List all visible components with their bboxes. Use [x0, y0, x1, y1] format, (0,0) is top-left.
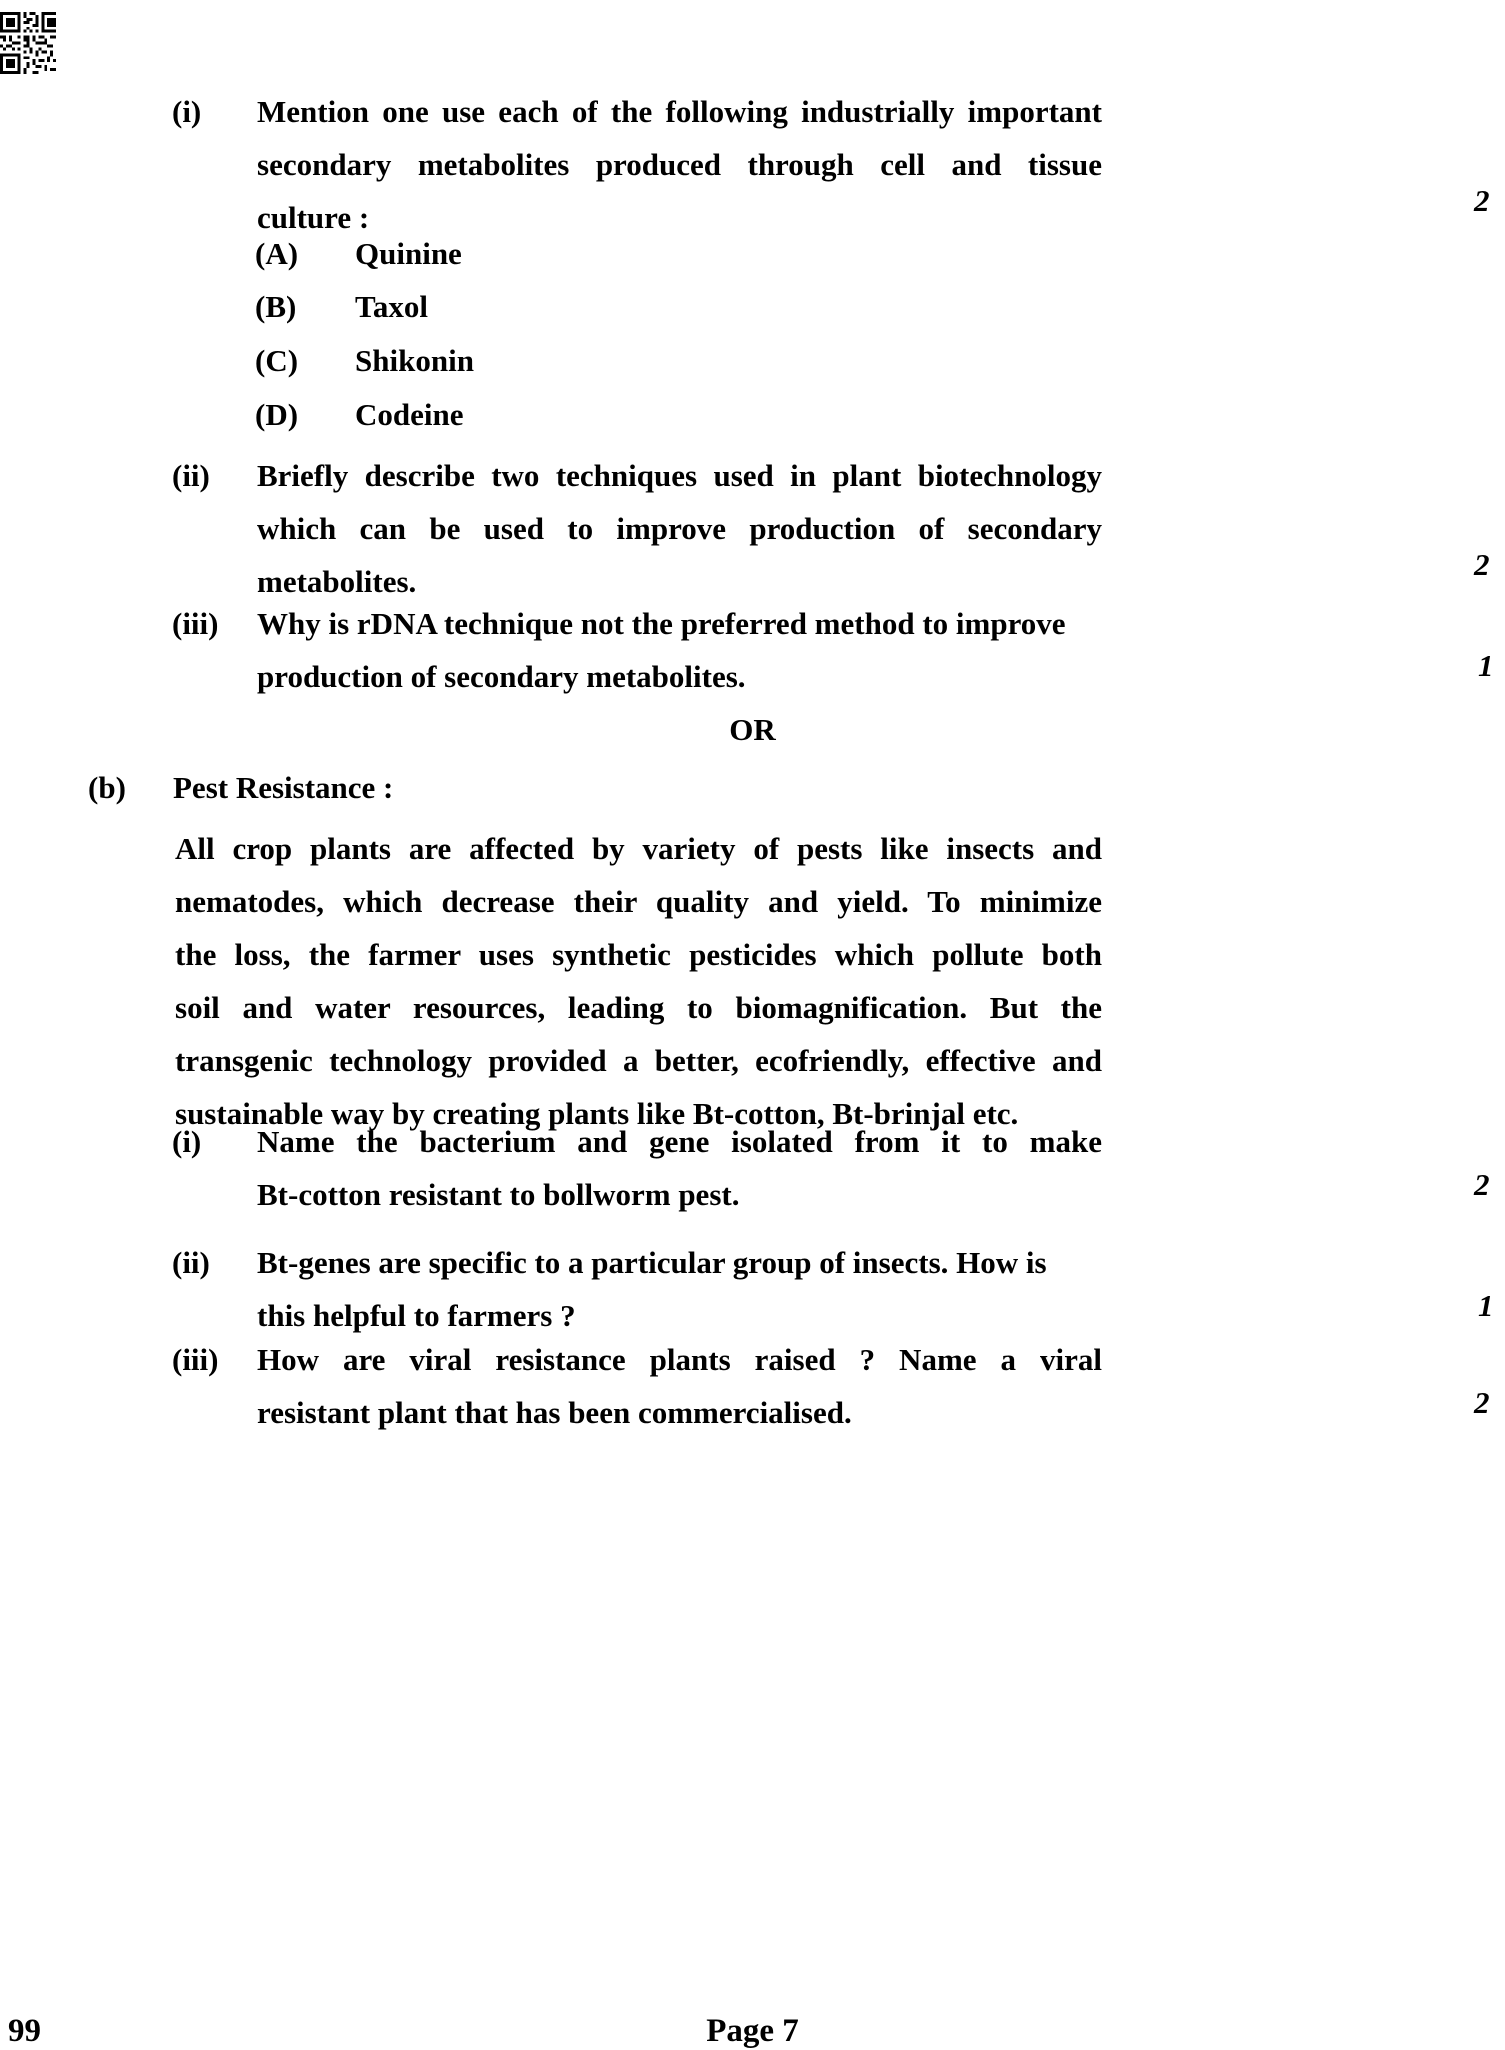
marks-value: 2 — [1474, 1167, 1490, 1202]
option-row-a — [255, 227, 755, 280]
footer-page-label: Page 7 — [706, 2013, 799, 2049]
item-marker: (i) — [172, 1124, 202, 1159]
text-line: Mention one use each of the following industrially important — [257, 94, 1102, 129]
item-marker: (ii) — [172, 458, 210, 493]
text-line: Briefly describe two techniques used in plant biotechnology — [257, 458, 1102, 493]
text-line: production of secondary metabolites. — [257, 659, 746, 694]
footer-paper-code: 99 — [8, 2013, 41, 2049]
option-text: Quinine — [355, 236, 462, 271]
option-label: (C) — [255, 343, 299, 378]
or-separator: OR — [729, 712, 776, 747]
question-b-passage — [175, 822, 1102, 1140]
text-line: metabolites. — [257, 564, 417, 599]
item-text — [257, 449, 1102, 608]
marks-value: 1 — [1478, 1288, 1494, 1323]
text-line: which can be used to improve production of secondary — [257, 511, 1102, 546]
question-b-item-i — [172, 1115, 1102, 1221]
text-line: transgenic technology provided a better, ecofriendly, effective and — [175, 1043, 1102, 1078]
item-marker: (i) — [172, 94, 202, 129]
option-row-c — [255, 334, 755, 387]
text-line: sustainable way by creating plants like Bt-cotton, Bt-brinjal etc. — [175, 1096, 1019, 1131]
text-line: Bt-cotton resistant to bollworm pest. — [257, 1177, 740, 1212]
option-label: (B) — [255, 289, 297, 324]
marks-value: 2 — [1474, 183, 1490, 218]
option-label: (D) — [255, 397, 299, 432]
question-a-item-i — [172, 85, 1102, 244]
option-row-b — [255, 280, 755, 333]
question-a-item-ii — [172, 449, 1102, 608]
text-line: the loss, the farmer uses synthetic pesticides which pollute both — [175, 937, 1102, 972]
question-b-heading-row — [88, 761, 888, 814]
marks-value: 2 — [1474, 1385, 1490, 1420]
item-marker: (b) — [88, 770, 126, 805]
text-line: Name the bacterium and gene isolated from it to make — [257, 1124, 1102, 1159]
text-line: soil and water resources, leading to biomagnification. But the — [175, 990, 1102, 1025]
text-line: resistant plant that has been commercialised. — [257, 1395, 852, 1430]
question-b-item-ii — [172, 1236, 1102, 1342]
text-line: culture : — [257, 200, 370, 235]
question-b-heading: Pest Resistance : — [173, 770, 394, 805]
item-marker: (iii) — [172, 1342, 219, 1377]
text-line: Why is rDNA technique not the preferred method to improve — [257, 606, 1066, 641]
marks-value: 2 — [1474, 547, 1490, 582]
marks-value: 1 — [1478, 648, 1494, 683]
text-line: nematodes, which decrease their quality and yield. To minimize — [175, 884, 1102, 919]
text-line: How are viral resistance plants raised ? Name a viral — [257, 1342, 1102, 1377]
item-marker: (ii) — [172, 1245, 210, 1280]
option-text: Codeine — [355, 397, 464, 432]
text-line: this helpful to farmers ? — [257, 1298, 576, 1333]
option-text: Taxol — [355, 289, 428, 324]
item-text — [257, 1236, 1102, 1342]
item-text — [257, 597, 1102, 703]
option-label: (A) — [255, 236, 299, 271]
option-row-d — [255, 388, 755, 441]
item-text — [257, 1333, 1102, 1439]
text-line: Bt-genes are specific to a particular group of insects. How is — [257, 1245, 1047, 1280]
question-b-item-iii — [172, 1333, 1102, 1439]
question-a-item-iii — [172, 597, 1102, 703]
text-line: All crop plants are affected by variety of pests like insects and — [175, 831, 1102, 866]
option-text: Shikonin — [355, 343, 474, 378]
item-marker: (iii) — [172, 606, 219, 641]
text-line: secondary metabolites produced through cell and tissue — [257, 147, 1102, 182]
item-text — [257, 85, 1102, 244]
item-text — [257, 1115, 1102, 1221]
